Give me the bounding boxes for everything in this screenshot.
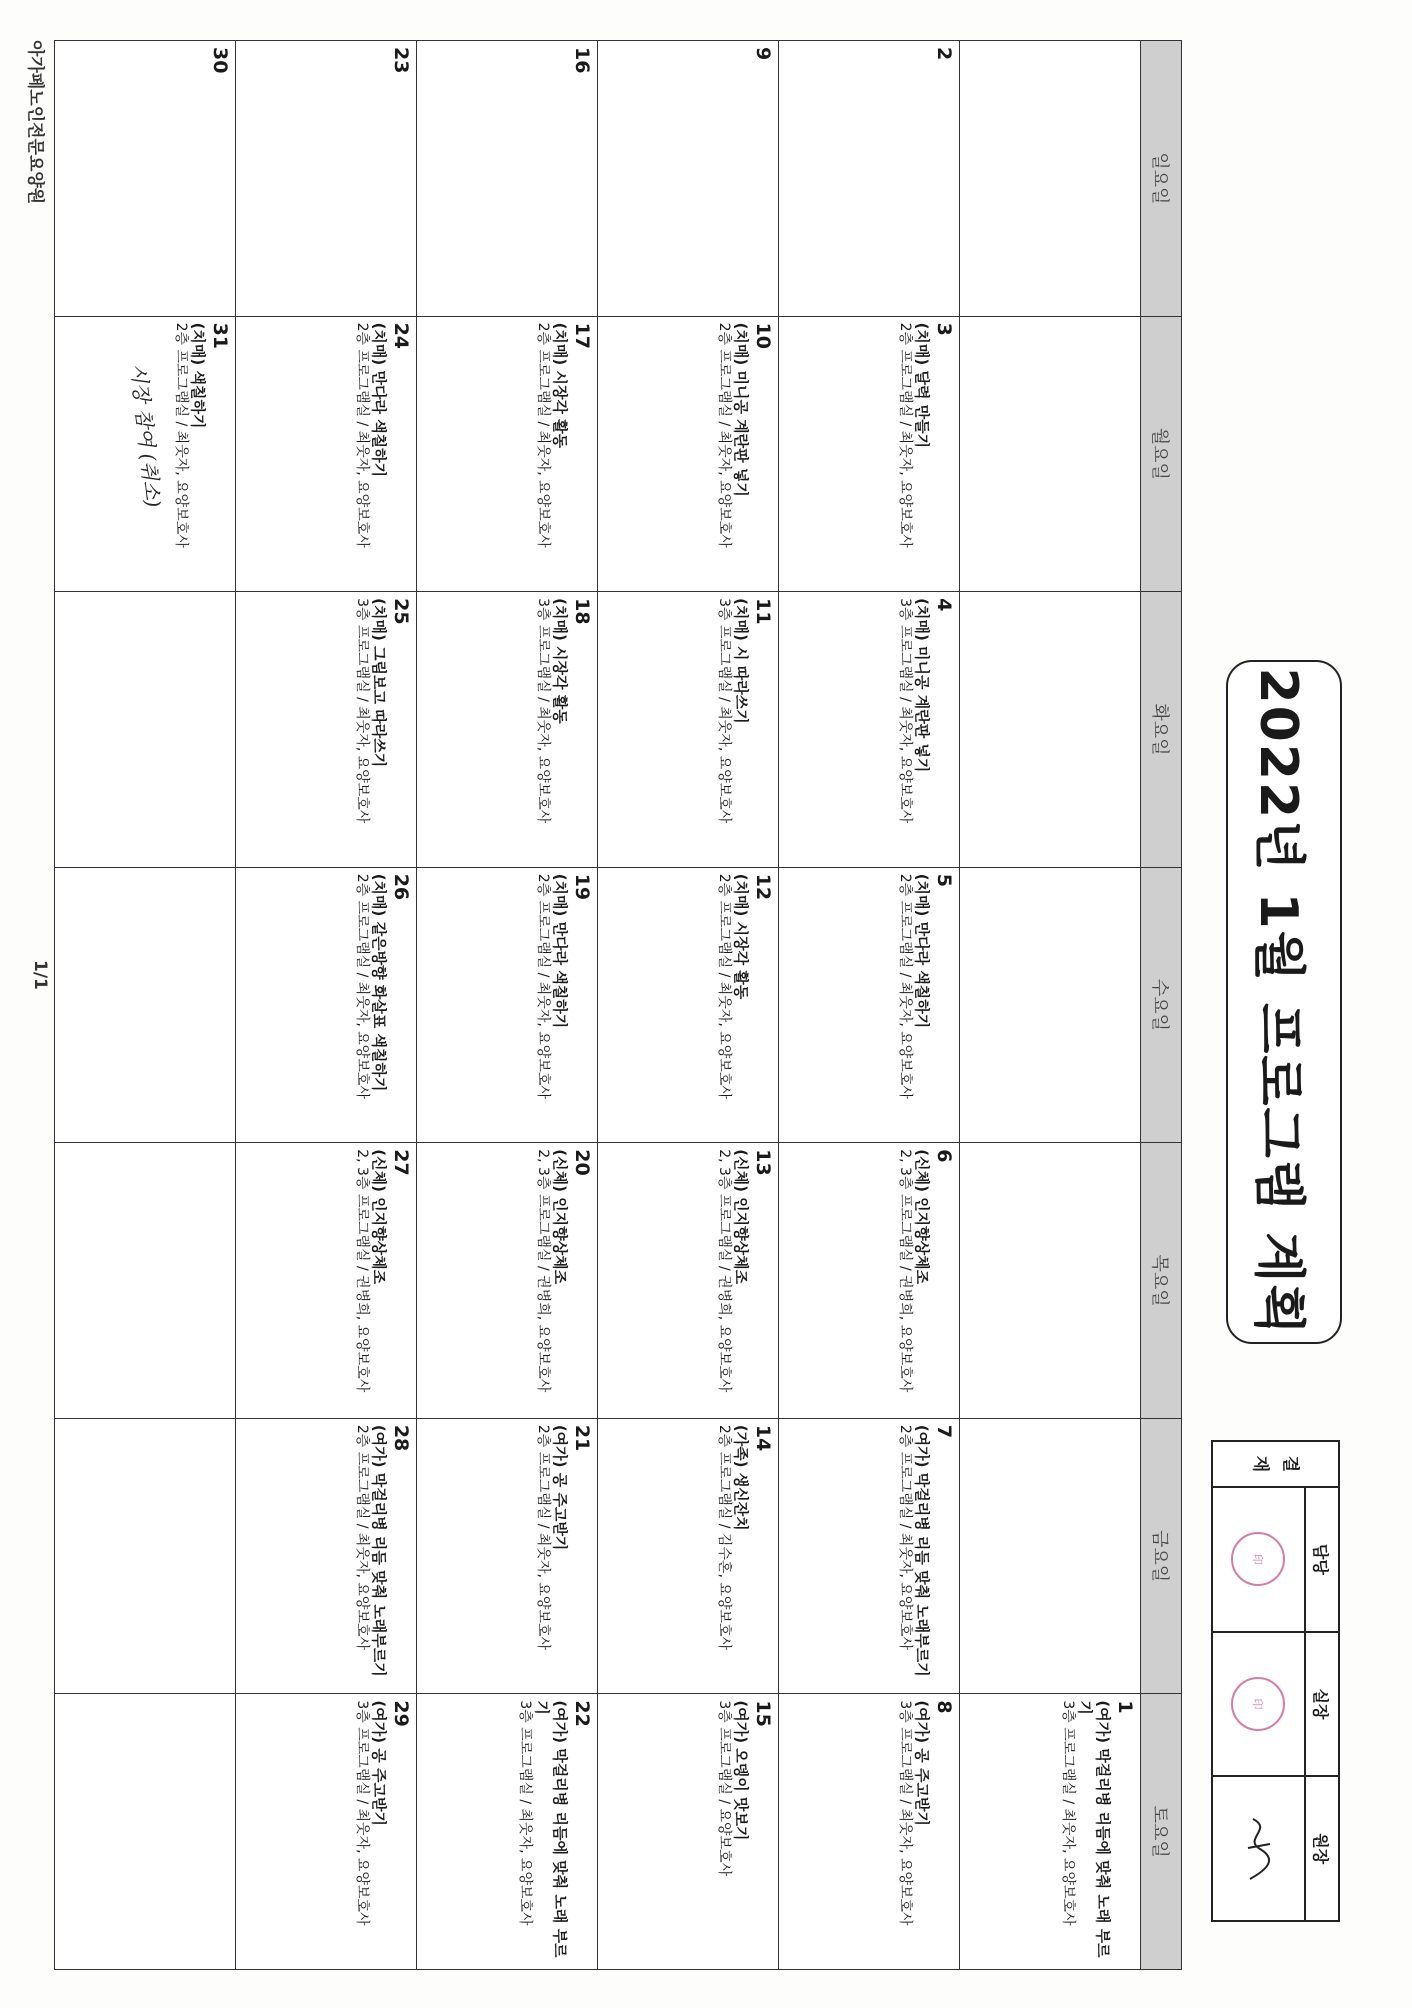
calendar-day-cell bbox=[55, 1143, 236, 1419]
program-name: (신체) 인지향상체조 bbox=[732, 1149, 750, 1285]
calendar-day-cell bbox=[236, 867, 417, 1143]
approval-label bbox=[1213, 1442, 1338, 1488]
day-number: 27 bbox=[390, 1149, 412, 1176]
program-location: 3층 프로그램실 / 최웃자, 요양보호사 bbox=[897, 1700, 913, 1926]
page-title: 2022년 1월 프로그램 계획 bbox=[1226, 660, 1342, 1344]
calendar-day-cell bbox=[417, 1143, 598, 1419]
program-location: 2층 프로그램실 / 최웃자, 요양보호사 bbox=[716, 322, 732, 548]
page-number: 1/1 bbox=[30, 960, 50, 990]
program-name: (치매) 달력 만들기 bbox=[913, 322, 931, 449]
approval-sign bbox=[1213, 1777, 1304, 1920]
program-location: 2층 프로그램실 / 최웃자, 요양보호사 bbox=[897, 873, 913, 1099]
program-name: (신체) 인지향상체조 bbox=[370, 1149, 388, 1285]
program-location: 2층 프로그램실 / 최웃자, 요양보호사 bbox=[716, 873, 732, 1099]
approval-head: 담당 bbox=[1304, 1488, 1338, 1631]
calendar-day-cell bbox=[598, 316, 779, 592]
day-number: 2 bbox=[933, 47, 955, 61]
program-name: (치매) 그림보고 따라쓰기 bbox=[370, 598, 388, 768]
calendar-day-cell bbox=[417, 1694, 598, 1970]
calendar-table bbox=[54, 40, 1182, 1970]
program-name: (신체) 인지향상체조 bbox=[551, 1149, 569, 1285]
calendar-day-cell bbox=[55, 316, 236, 592]
calendar-day-cell bbox=[960, 1418, 1141, 1694]
weekday-header: 일요일 bbox=[1141, 41, 1182, 317]
facility-name: 아가페노인전문요양원 bbox=[25, 40, 45, 205]
calendar-day-cell bbox=[779, 867, 960, 1143]
calendar-day-cell bbox=[960, 1143, 1141, 1419]
day-number: 29 bbox=[390, 1700, 412, 1727]
program-name: (가족) 생신잔치 bbox=[732, 1424, 750, 1531]
program-name: (신체) 인지향상체조 bbox=[913, 1149, 931, 1285]
day-number: 17 bbox=[571, 322, 593, 350]
calendar-week-row bbox=[417, 41, 598, 1970]
program-name: (여가) 공 주고받기 bbox=[370, 1700, 388, 1826]
calendar-week-row bbox=[960, 41, 1141, 1970]
day-number: 21 bbox=[571, 1424, 593, 1452]
program-name: (치매) 만다라 색칠하기 bbox=[370, 322, 388, 478]
program-name: (치매) 같은방향 화살표 색칠하기 bbox=[370, 873, 388, 1092]
program-name: (여가) 막걸리병 리듬에 맞춰 노래 부르기 bbox=[533, 1700, 569, 1958]
day-number: 19 bbox=[571, 873, 593, 901]
calendar-day-cell bbox=[417, 592, 598, 868]
weekday-header-row bbox=[1141, 41, 1182, 1970]
day-number: 7 bbox=[933, 1424, 955, 1439]
day-number: 24 bbox=[390, 322, 412, 350]
calendar-day-cell bbox=[960, 41, 1141, 317]
calendar-day-cell bbox=[779, 1418, 960, 1694]
day-number: 3 bbox=[933, 322, 955, 336]
program-name: (여가) 오뎅이 맛보기 bbox=[732, 1700, 750, 1841]
day-number: 18 bbox=[571, 598, 593, 625]
calendar-day-cell bbox=[960, 592, 1141, 868]
calendar-day-cell bbox=[779, 592, 960, 868]
program-location: 2층 프로그램실 / 최웃자, 요양보호사 bbox=[897, 1424, 913, 1651]
program-location: 2층 프로그램실 / 최웃자, 요양보호사 bbox=[354, 1424, 370, 1651]
program-name: (치매) 색칠하기 bbox=[189, 322, 207, 429]
calendar-day-cell bbox=[598, 1143, 779, 1419]
program-name: (치매) 미니공 계란판 넣기 bbox=[732, 322, 750, 497]
day-number: 11 bbox=[752, 598, 774, 625]
program-location: 3층 프로그램실 / 최웃자, 요양보호사 bbox=[354, 598, 370, 824]
day-number: 30 bbox=[209, 47, 231, 74]
seal-stamp-icon: 印 bbox=[1232, 1677, 1286, 1731]
approval-col-manager bbox=[1213, 1488, 1338, 1633]
signature-icon bbox=[1239, 1814, 1279, 1884]
program-location: 3층 프로그램실 / 최웃자, 요양보호사 bbox=[354, 1700, 370, 1926]
weekday-header: 수요일 bbox=[1141, 867, 1182, 1143]
calendar-day-cell bbox=[417, 1418, 598, 1694]
program-name: (여가) 공 주고받기 bbox=[551, 1424, 569, 1551]
program-location: 2, 3층 프로그램실 / 권병희, 요양보호사 bbox=[354, 1149, 370, 1393]
weekday-header: 월요일 bbox=[1141, 316, 1182, 592]
calendar-day-cell bbox=[598, 1418, 779, 1694]
program-location: 2, 3층 프로그램실 / 권병희, 요양보호사 bbox=[897, 1149, 913, 1393]
day-number: 26 bbox=[390, 873, 412, 901]
program-location: 2층 프로그램실 / 최웃자, 요양보호사 bbox=[354, 322, 370, 548]
program-name: (여가) 막걸리병 리듬 맞춰 노래부르기 bbox=[370, 1424, 388, 1677]
calendar-day-cell bbox=[55, 1694, 236, 1970]
calendar-day-cell bbox=[960, 316, 1141, 592]
approval-head: 원장 bbox=[1304, 1777, 1338, 1920]
calendar-day-cell bbox=[55, 1418, 236, 1694]
calendar-day-cell bbox=[236, 1694, 417, 1970]
program-name: (치매) 만다라 색칠하기 bbox=[913, 873, 931, 1029]
program-location: 2, 3층 프로그램실 / 권병희, 요양보호사 bbox=[716, 1149, 732, 1393]
calendar-day-cell bbox=[236, 316, 417, 592]
day-number: 13 bbox=[752, 1149, 774, 1176]
calendar-day-cell bbox=[417, 41, 598, 317]
program-location: 2층 프로그램실 / 최웃자, 요양보호사 bbox=[897, 322, 913, 548]
approval-sign bbox=[1213, 1633, 1304, 1776]
handwritten-note: 시장 참여 (취소) bbox=[126, 362, 166, 509]
calendar-week-row bbox=[779, 41, 960, 1970]
calendar-day-cell bbox=[960, 867, 1141, 1143]
day-number: 23 bbox=[390, 47, 412, 74]
day-number: 28 bbox=[390, 1424, 412, 1452]
day-number: 31 bbox=[209, 322, 231, 350]
approval-head: 실장 bbox=[1304, 1633, 1338, 1776]
program-name: (여가) 막걸리병 리듬 맞춰 노래부르기 bbox=[913, 1424, 931, 1677]
program-location: 3층 프로그램실 / 최웃자, 요양보호사 bbox=[535, 598, 551, 824]
calendar-day-cell bbox=[236, 1143, 417, 1419]
day-number: 8 bbox=[933, 1700, 955, 1714]
weekday-header: 목요일 bbox=[1141, 1143, 1182, 1419]
program-name: (치매) 미니공 계란판 넣기 bbox=[913, 598, 931, 773]
calendar-day-cell bbox=[598, 1694, 779, 1970]
program-name: (치매) 시 따라쓰기 bbox=[732, 598, 750, 724]
program-name: (치매) 시장각 활동 bbox=[732, 873, 750, 1000]
calendar-day-cell bbox=[960, 1694, 1141, 1970]
calendar-day-cell bbox=[236, 592, 417, 868]
calendar-day-cell bbox=[779, 1143, 960, 1419]
day-number: 9 bbox=[752, 47, 774, 61]
day-number: 20 bbox=[571, 1149, 593, 1176]
program-name: (여가) 막걸리병 리듬에 맞춰 노래 부르기 bbox=[1076, 1700, 1112, 1958]
program-location: 2층 프로그램실 / 최웃자, 요양보호사 bbox=[535, 322, 551, 548]
day-number: 16 bbox=[571, 47, 593, 74]
program-location: 3층 프로그램실 / 최웃자, 요양보호사 bbox=[517, 1700, 533, 1926]
calendar-day-cell bbox=[55, 41, 236, 317]
day-number: 15 bbox=[752, 1700, 774, 1727]
weekday-header: 토요일 bbox=[1141, 1694, 1182, 1970]
calendar-day-cell bbox=[598, 41, 779, 317]
calendar-day-cell bbox=[55, 592, 236, 868]
program-location: 3층 프로그램실 / 요양보호사 bbox=[716, 1700, 732, 1877]
calendar-day-cell bbox=[779, 41, 960, 317]
program-name: (치매) 시장각 활동 bbox=[551, 598, 569, 724]
program-location: 2층 프로그램실 / 김수혼, 요양보호사 bbox=[716, 1424, 732, 1651]
day-number: 25 bbox=[390, 598, 412, 625]
weekday-header: 화요일 bbox=[1141, 592, 1182, 868]
day-number: 14 bbox=[752, 1424, 774, 1452]
calendar-day-cell bbox=[417, 316, 598, 592]
program-location: 3층 프로그램실 / 최웃자, 요양보호사 bbox=[897, 598, 913, 824]
calendar-body bbox=[55, 41, 1141, 1970]
day-number: 4 bbox=[933, 598, 955, 612]
calendar-day-cell bbox=[779, 316, 960, 592]
day-number: 10 bbox=[752, 322, 774, 350]
program-location: 2층 프로그램실 / 최웃자, 요양보호사 bbox=[354, 873, 370, 1099]
day-number: 5 bbox=[933, 873, 955, 887]
calendar-week-row bbox=[598, 41, 779, 1970]
seal-stamp-icon: 印 bbox=[1232, 1532, 1286, 1586]
program-location: 2층 프로그램실 / 최웃자, 요양보호사 bbox=[535, 873, 551, 1099]
day-number: 6 bbox=[933, 1149, 955, 1163]
calendar-day-cell bbox=[779, 1694, 960, 1970]
program-name: (치매) 시장각 활동 bbox=[551, 322, 569, 449]
program-name: (여가) 공 주고받기 bbox=[913, 1700, 931, 1826]
program-location: 2층 프로그램실 / 최웃자, 요양보호사 bbox=[173, 322, 189, 548]
calendar-day-cell bbox=[236, 1418, 417, 1694]
approval-sign bbox=[1213, 1488, 1304, 1631]
calendar-day-cell bbox=[598, 867, 779, 1143]
calendar-week-row bbox=[55, 41, 236, 1970]
program-location: 3층 프로그램실 / 최웃자, 요양보호사 bbox=[1060, 1700, 1076, 1926]
calendar-day-cell bbox=[55, 867, 236, 1143]
approval-col-director bbox=[1213, 1633, 1338, 1778]
approval-label-top: 결 bbox=[1280, 1455, 1301, 1473]
program-location: 2, 3층 프로그램실 / 권병희, 요양보호사 bbox=[535, 1149, 551, 1393]
calendar-week-row bbox=[236, 41, 417, 1970]
weekday-header: 금요일 bbox=[1141, 1418, 1182, 1694]
calendar-day-cell bbox=[417, 867, 598, 1143]
approval-col-head bbox=[1213, 1777, 1338, 1920]
approval-box bbox=[1211, 1440, 1340, 1922]
day-number: 12 bbox=[752, 873, 774, 901]
program-location: 3층 프로그램실 / 최웃자, 요양보호사 bbox=[716, 598, 732, 824]
program-name: (치매) 만다라 색칠하기 bbox=[551, 873, 569, 1029]
calendar-day-cell bbox=[598, 592, 779, 868]
approval-label-bottom: 재 bbox=[1250, 1455, 1271, 1473]
program-location: 2층 프로그램실 / 최웃자, 요양보호사 bbox=[535, 1424, 551, 1651]
calendar-day-cell bbox=[236, 41, 417, 317]
day-number: 22 bbox=[571, 1700, 593, 1727]
day-number: 1 bbox=[1114, 1700, 1136, 1714]
